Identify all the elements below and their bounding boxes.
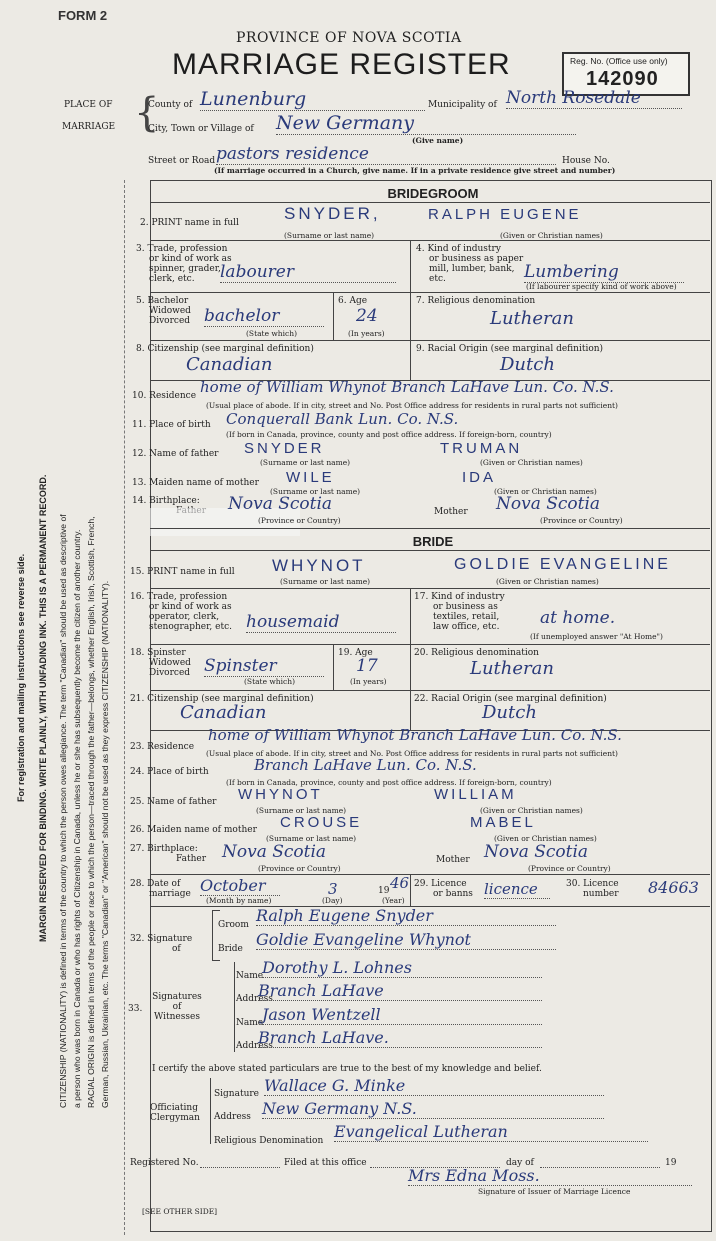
- registration-number: 142090: [586, 68, 659, 90]
- clergy-address-label: Address: [214, 1112, 251, 1122]
- bride-mother-word: Mother: [436, 855, 470, 865]
- father-prov-caption: (Province or Country): [258, 516, 341, 525]
- groom-status: bachelor: [204, 306, 324, 327]
- father-surname-caption: (Surname or last name): [260, 458, 351, 467]
- registered-no-line: [200, 1166, 280, 1168]
- bride-trade-label: 16. Trade, profession or kind of work as operator, clerk, stenographer, etc.: [130, 592, 232, 632]
- bride-state-caption: (State which): [244, 677, 295, 686]
- mother-surname-caption: (Surname or last name): [270, 487, 361, 496]
- surname-caption: (Surname or last name): [284, 231, 375, 240]
- bride-father-birthplace: Nova Scotia: [222, 842, 327, 862]
- margin-racial-def-2: German, Russian, Ukrainian, etc. The terms "Canadian" or "American" should not be used as they express CITIZENSHIP (NATIONALITY).: [100, 580, 110, 1108]
- marriage-day: 3: [328, 880, 338, 898]
- birth-note: (If born in Canada, province, county and post office address. If foreign-born, country): [226, 430, 552, 439]
- groom-religion: Lutheran: [490, 308, 574, 329]
- bride-status-label: 18. Spinster Widowed Divorced: [130, 648, 191, 678]
- issuer-label: Signature of Issuer of Marriage Licence: [478, 1187, 631, 1196]
- bride-birthplaces-label: 27. Birthplace: Father: [130, 844, 207, 864]
- bride-given-caption: (Given or Christian names): [496, 577, 599, 586]
- margin-racial-def-1: RACIAL ORIGIN is defined in terms of the people or race to which the person—traced through the father—belongs, whether English, Irish, Scottish, French,: [86, 516, 96, 1108]
- groom-surname: SNYDER,: [284, 204, 381, 223]
- day-of-label: day of: [506, 1158, 534, 1168]
- licence-type: licence: [484, 880, 550, 899]
- mother-given-caption: (Given or Christian names): [494, 487, 597, 496]
- couple-signature-label: 32. Signature of: [130, 934, 193, 954]
- give-name-caption: (Give name): [412, 136, 464, 145]
- groom-mother-given: IDA: [462, 469, 497, 486]
- groom-age-label: 6. Age: [338, 296, 368, 306]
- bride-mother-label: 26. Maiden name of mother: [130, 825, 257, 835]
- groom-mother-birthplace: Nova Scotia: [496, 494, 601, 514]
- house-label: House No.: [562, 156, 610, 166]
- bride-surname-caption: (Surname or last name): [280, 577, 371, 586]
- bride-birth-note: (If born in Canada, province, county and post office address. If foreign-born, country): [226, 778, 552, 787]
- bride-age: 17: [356, 656, 378, 676]
- margin-binding-note: MARGIN RESERVED FOR BINDING. WRITE PLAINLY, WITH UNFADING INK. THIS IS A PERMANENT RECORD.: [38, 474, 48, 942]
- province-heading: PROVINCE OF NOVA SCOTIA: [236, 30, 462, 46]
- brace-glyph: {: [134, 90, 160, 136]
- bride-given: GOLDIE EVANGELINE: [454, 556, 671, 573]
- licence-number: 84663: [648, 878, 699, 897]
- bride-mother-prov-cap: (Province or Country): [528, 864, 611, 873]
- bride-father-given: WILLIAM: [434, 786, 517, 803]
- margin-citizenship-def-1: CITIZENSHIP (NATIONALITY) is defined in terms of the country to which the person owes allegiance. The term "Canadian" should be used as descriptive of: [58, 514, 68, 1108]
- witness1-name-label: Name: [236, 971, 264, 981]
- margin-instructions: For registration and mailing instructions see reverse side.: [16, 553, 26, 802]
- bride-birthplace: Branch LaHave Lun. Co. N.S.: [254, 756, 477, 774]
- place-of-label: PLACE OF: [64, 100, 113, 110]
- groom-sig-label: Groom: [218, 920, 249, 930]
- bride-surname: WHYNOT: [272, 556, 366, 575]
- groom-citizenship: Canadian: [186, 354, 273, 375]
- marriage-year: 46: [390, 874, 410, 892]
- year-prefix: 19: [378, 886, 390, 896]
- in-years-caption: (In years): [348, 329, 385, 338]
- clergy-signature: Wallace G. Minke: [264, 1076, 604, 1096]
- bride-mother-given-cap: (Given or Christian names): [494, 834, 597, 843]
- given-caption: (Given or Christian names): [500, 231, 603, 240]
- bride-residence-label: 23. Residence: [130, 742, 195, 752]
- licence-or-banns-label: 29. Licence or banns: [414, 879, 473, 899]
- day-caption: (Day): [322, 896, 343, 905]
- witness-signature-label: Signatures of Witnesses: [152, 992, 202, 1022]
- bride-father-label: 25. Name of father: [130, 797, 217, 807]
- clergy-denomination-label: Religious Denomination: [214, 1136, 324, 1146]
- witness2-name-label: Name: [236, 1018, 264, 1028]
- bride-residence: home of William Whynot Branch LaHave Lun. Co. N.S.: [208, 726, 622, 744]
- marriage-label: MARRIAGE: [62, 122, 116, 132]
- father-given-caption: (Given or Christian names): [480, 458, 583, 467]
- witness1-name: Dorothy L. Lohnes: [262, 958, 542, 978]
- bride-status: Spinster: [204, 656, 324, 677]
- registration-label: Reg. No. (Office use only): [570, 56, 668, 66]
- bride-name-label: 15. PRINT name in full: [130, 567, 235, 577]
- groom-trade: labourer: [220, 262, 396, 283]
- groom-mother-surname: WILE: [286, 469, 335, 486]
- bride-years-caption: (In years): [350, 677, 387, 686]
- groom-father-label: 12. Name of father: [132, 449, 219, 459]
- groom-mother-word: Mother: [434, 507, 468, 517]
- groom-racial-label: 9. Racial Origin (see marginal definition): [416, 344, 604, 354]
- filed-year-prefix: 19: [665, 1158, 677, 1168]
- street-note: (If marriage occurred in a Church, give name. If in a private residence give street and number): [214, 166, 616, 175]
- witness1-address-label: Address: [236, 994, 273, 1004]
- certification-statement: I certify the above stated particulars are true to the best of my knowledge and belief.: [152, 1064, 542, 1074]
- municipality-label: Municipality of: [428, 100, 497, 110]
- bride-heading: BRIDE: [412, 534, 454, 549]
- groom-residence-label: 10. Residence: [132, 391, 197, 401]
- bride-racial-label: 22. Racial Origin (see marginal definition): [414, 694, 607, 704]
- bride-trade: housemaid: [246, 612, 396, 633]
- groom-racial: Dutch: [500, 354, 555, 375]
- groom-birthplaces-label: 14. Birthplace:: [132, 496, 200, 506]
- bride-religion-label: 20. Religious denomination: [414, 648, 539, 658]
- bride-res-note: (Usual place of abode. If in city, street and No. Post Office address for residents in rural parts not sufficient): [206, 749, 618, 758]
- bride-signature: Goldie Evangeline Whynot: [256, 930, 556, 950]
- witness-item-number: 33.: [128, 1004, 143, 1014]
- clergy-address: New Germany N.S.: [262, 1099, 604, 1119]
- groom-signature: Ralph Eugene Snyder: [256, 906, 556, 926]
- bride-citizenship: Canadian: [180, 702, 267, 723]
- groom-industry-label: 4. Kind of industry or business as paper mill, lumber, bank, etc.: [416, 244, 524, 284]
- bridegroom-heading: BRIDEGROOM: [387, 186, 479, 201]
- groom-citizenship-label: 8. Citizenship (see marginal definition): [136, 344, 314, 354]
- groom-father-surname: SNYDER: [244, 440, 325, 457]
- groom-age: 24: [356, 306, 378, 326]
- bride-mother-birthplace: Nova Scotia: [484, 842, 589, 862]
- bride-industry-label: 17. Kind of industry or business as textiles, retail, law office, etc.: [414, 592, 505, 632]
- groom-mother-label: 13. Maiden name of mother: [132, 478, 259, 488]
- bride-father-surname-cap: (Surname or last name): [256, 806, 347, 815]
- clergy-denomination: Evangelical Lutheran: [334, 1122, 648, 1142]
- groom-birthplace: Conquerall Bank Lun. Co. N.S.: [226, 410, 459, 428]
- bride-religion: Lutheran: [470, 658, 554, 679]
- bride-mother-surname-cap: (Surname or last name): [266, 834, 357, 843]
- bride-father-surname: WHYNOT: [238, 786, 323, 803]
- bride-industry-note: (If unemployed answer "At Home"): [530, 632, 663, 641]
- groom-trade-label: 3. Trade, profession or kind of work as spinner, grader, clerk, etc.: [136, 244, 232, 284]
- form-number: FORM 2: [58, 8, 108, 23]
- groom-birth-label: 11. Place of birth: [132, 420, 211, 430]
- city-value: New Germany: [276, 112, 576, 135]
- bride-mother-given: MABEL: [470, 814, 536, 831]
- groom-industry-note: (If labourer specify kind of work above): [526, 282, 677, 291]
- county-label: County of: [148, 100, 193, 110]
- street-value: pastors residence: [216, 144, 556, 165]
- licence-number-label: 30. Licence number: [566, 879, 619, 899]
- bride-racial: Dutch: [482, 702, 537, 723]
- bride-age-label: 19. Age: [338, 648, 373, 658]
- groom-residence: home of William Whynot Branch LaHave Lun. Co. N.S.: [200, 378, 614, 396]
- marriage-month: October: [200, 876, 280, 896]
- bride-father-given-cap: (Given or Christian names): [480, 806, 583, 815]
- bride-mother-surname: CROUSE: [280, 814, 363, 831]
- witness2-address: Branch LaHave.: [258, 1028, 542, 1048]
- bride-birth-label: 24. Place of birth: [130, 767, 209, 777]
- issuer-signature: Mrs Edna Moss.: [408, 1166, 692, 1186]
- groom-father-birthplace: Nova Scotia: [228, 494, 333, 514]
- state-which-caption: (State which): [246, 329, 297, 338]
- mother-prov-caption: (Province or Country): [540, 516, 623, 525]
- marriage-date-label: 28. Date of marriage: [130, 879, 191, 899]
- residence-note: (Usual place of abode. If in city, street and No. Post Office address for residents in rural parts not sufficient): [206, 401, 618, 410]
- registered-no-label: Registered No.: [130, 1158, 199, 1168]
- month-caption: (Month by name): [206, 896, 272, 905]
- officiating-clergyman-label: Officiating Clergyman: [150, 1103, 200, 1123]
- groom-status-label: 5. Bachelor Widowed Divorced: [136, 296, 191, 326]
- bride-sig-label: Bride: [218, 944, 243, 954]
- groom-given: RALPH EUGENE: [428, 206, 582, 223]
- witness2-name: Jason Wentzell: [262, 1005, 542, 1025]
- groom-father-given: TRUMAN: [440, 440, 523, 457]
- groom-industry: Lumbering: [524, 262, 684, 283]
- page-title: MARRIAGE REGISTER: [172, 48, 511, 81]
- bride-father-prov-cap: (Province or Country): [258, 864, 341, 873]
- witness1-address: Branch LaHave: [258, 981, 542, 1001]
- groom-name-label: 2. PRINT name in full: [140, 218, 239, 228]
- witness2-address-label: Address: [236, 1041, 273, 1051]
- see-other-side: [SEE OTHER SIDE]: [142, 1207, 218, 1216]
- municipality-value: North Rosedale: [506, 88, 682, 109]
- city-label: City, Town or Village of: [148, 124, 254, 134]
- year-caption: (Year): [382, 896, 405, 905]
- county-value: Lunenburg: [200, 88, 425, 111]
- bride-industry: at home.: [540, 608, 616, 628]
- groom-religion-label: 7. Religious denomination: [416, 296, 536, 306]
- filed-label: Filed at this office: [284, 1158, 367, 1168]
- clergy-signature-label: Signature: [214, 1089, 260, 1099]
- street-label: Street or Road: [148, 156, 216, 166]
- bride-citizenship-label: 21. Citizenship (see marginal definition): [130, 694, 314, 704]
- margin-citizenship-def-2: a person who was born in Canada or who has rights of Citizenship in Canada, unless he or she has subsequently become the citizen of another country.: [72, 529, 82, 1108]
